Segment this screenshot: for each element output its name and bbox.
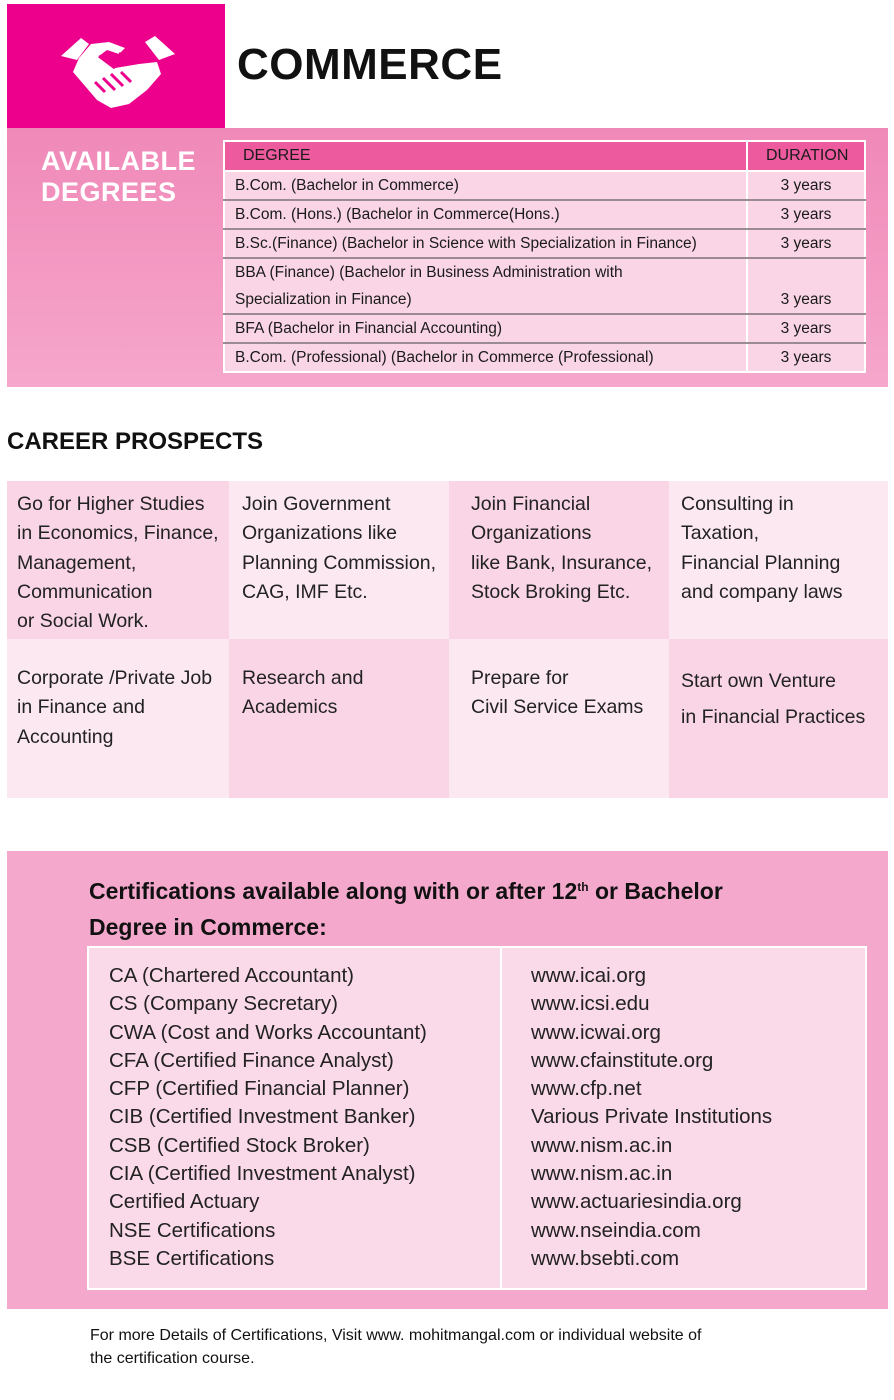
- table-header-row: [224, 141, 865, 171]
- degree-column-header: DEGREE: [224, 141, 747, 171]
- duration-cell: 3 years: [747, 229, 865, 258]
- certification-websites-column: [531, 962, 772, 1273]
- degree-cell: B.Sc.(Finance) (Bachelor in Science with Specialization in Finance): [224, 229, 747, 258]
- cell-line: in Economics, Finance,: [17, 522, 219, 545]
- certification-name: CSB (Certified Stock Broker): [109, 1133, 370, 1157]
- certification-name: CIA (Certified Investment Analyst): [109, 1162, 416, 1186]
- cell-line: in Finance and: [17, 696, 145, 719]
- duration-cell: 3 years: [747, 171, 865, 200]
- certifications-title: [89, 873, 723, 945]
- cell-line: like Bank, Insurance,: [471, 551, 653, 574]
- certification-website: www.cfainstitute.org: [531, 1048, 714, 1072]
- cell-line: Join Financial: [471, 493, 591, 515]
- certification-website: www.icai.org: [531, 964, 647, 987]
- degree-line: Specialization in Finance): [235, 291, 412, 308]
- cell-line: Start own Venture: [681, 670, 837, 692]
- career-cell: [229, 481, 449, 639]
- available-label-line: AVAILABLE: [41, 146, 196, 176]
- degree-cell: [224, 258, 747, 314]
- cell-line: Academics: [242, 696, 338, 719]
- career-cell: [449, 481, 669, 639]
- degree-cell: B.Com. (Professional) (Bachelor in Commerce (Professional): [224, 343, 747, 372]
- table-row: [224, 258, 865, 314]
- career-cell: [7, 639, 229, 798]
- cell-line: Communication: [17, 580, 153, 603]
- certification-website: www.nism.ac.in: [531, 1133, 673, 1157]
- table-row: [224, 343, 865, 372]
- duration-cell: 3 years: [747, 343, 865, 372]
- certifications-title-line: [89, 873, 723, 909]
- certification-website: www.nism.ac.in: [531, 1162, 673, 1186]
- career-cell: [229, 639, 449, 798]
- certifications-title-line: Degree in Commerce:: [89, 914, 327, 940]
- degrees-table: [223, 140, 866, 373]
- career-cell: [449, 639, 669, 798]
- certification-website: www.nseindia.com: [531, 1218, 701, 1242]
- handshake-icon: [59, 34, 177, 112]
- duration-cell: 3 years: [747, 258, 865, 314]
- degree-line: BBA (Finance) (Bachelor in Business Administration with: [235, 264, 623, 281]
- cell-line: Financial Planning: [681, 551, 841, 574]
- certification-names-column: [109, 962, 427, 1273]
- certification-name: CFP (Certified Financial Planner): [109, 1077, 410, 1101]
- degree-cell: BFA (Bachelor in Financial Accounting): [224, 314, 747, 343]
- table-row: [224, 229, 865, 258]
- cell-line: Stock Broking Etc.: [471, 580, 631, 603]
- table-row: [224, 200, 865, 229]
- career-cell: [669, 639, 888, 798]
- cell-line: Accounting: [17, 725, 114, 748]
- cell-line: Organizations: [471, 522, 592, 545]
- cell-line: and company laws: [681, 580, 843, 603]
- page-title: COMMERCE: [237, 40, 503, 89]
- degree-cell: B.Com. (Hons.) (Bachelor in Commerce(Hons.): [224, 200, 747, 229]
- certification-name: CWA (Cost and Works Accountant): [109, 1020, 427, 1044]
- cell-line: Organizations like: [242, 522, 397, 545]
- certification-name: CFA (Certified Finance Analyst): [109, 1048, 394, 1072]
- cell-line: Consulting in: [681, 493, 794, 515]
- certifications-section: [7, 851, 888, 1309]
- certification-website: www.cfp.net: [531, 1077, 642, 1101]
- title-text: or Bachelor: [588, 878, 723, 904]
- cell-line: Management,: [17, 551, 137, 574]
- certification-name: NSE Certifications: [109, 1218, 276, 1242]
- available-degrees-label: [41, 146, 196, 208]
- career-cell: [669, 481, 888, 639]
- duration-cell: 3 years: [747, 200, 865, 229]
- cell-line: Civil Service Exams: [471, 696, 644, 719]
- certification-website: www.icwai.org: [531, 1020, 661, 1044]
- cell-line: Taxation,: [681, 522, 760, 545]
- certification-website: www.icsi.edu: [531, 992, 650, 1016]
- cell-line: Go for Higher Studies: [17, 493, 205, 515]
- footer-note: [90, 1324, 810, 1370]
- cell-line: Corporate /Private Job: [17, 667, 213, 689]
- certification-name: Certified Actuary: [109, 1190, 260, 1214]
- degrees-label-line: DEGREES: [41, 177, 177, 207]
- career-prospects-grid: [7, 481, 888, 798]
- title-text: Certifications available along with or after 12: [89, 878, 578, 904]
- certification-name: CS (Company Secretary): [109, 992, 338, 1016]
- certification-website: Various Private Institutions: [531, 1105, 773, 1129]
- duration-column-header: DURATION: [747, 141, 865, 171]
- certification-website: www.bsebti.com: [531, 1246, 680, 1270]
- column-divider: [500, 948, 502, 1288]
- cell-line: Prepare for: [471, 667, 569, 689]
- career-prospects-title: CAREER PROSPECTS: [7, 428, 264, 455]
- cell-line: CAG, IMF Etc.: [242, 580, 368, 603]
- logo-box: [7, 4, 225, 128]
- career-cell: [7, 481, 229, 639]
- table-row: [224, 171, 865, 200]
- footer-line: For more Details of Certifications, Visit www. mohitmangal.com or individual website of: [90, 1327, 702, 1344]
- degree-cell: B.Com. (Bachelor in Commerce): [224, 171, 747, 200]
- certifications-table: [87, 946, 867, 1290]
- table-row: [224, 314, 865, 343]
- title-superscript: th: [577, 880, 589, 894]
- cell-line: Research and: [242, 667, 364, 689]
- footer-line: the certification course.: [90, 1350, 255, 1367]
- available-degrees-section: [7, 128, 888, 387]
- cell-line: in Financial Practices: [681, 706, 866, 728]
- duration-cell: 3 years: [747, 314, 865, 343]
- certification-name: BSE Certifications: [109, 1246, 275, 1270]
- certification-name: CA (Chartered Accountant): [109, 964, 354, 987]
- cell-line: Planning Commission,: [242, 551, 437, 574]
- certification-name: CIB (Certified Investment Banker): [109, 1105, 416, 1129]
- certification-website: www.actuariesindia.org: [531, 1190, 742, 1214]
- cell-line: or Social Work.: [17, 610, 149, 633]
- cell-line: Join Government: [242, 493, 391, 515]
